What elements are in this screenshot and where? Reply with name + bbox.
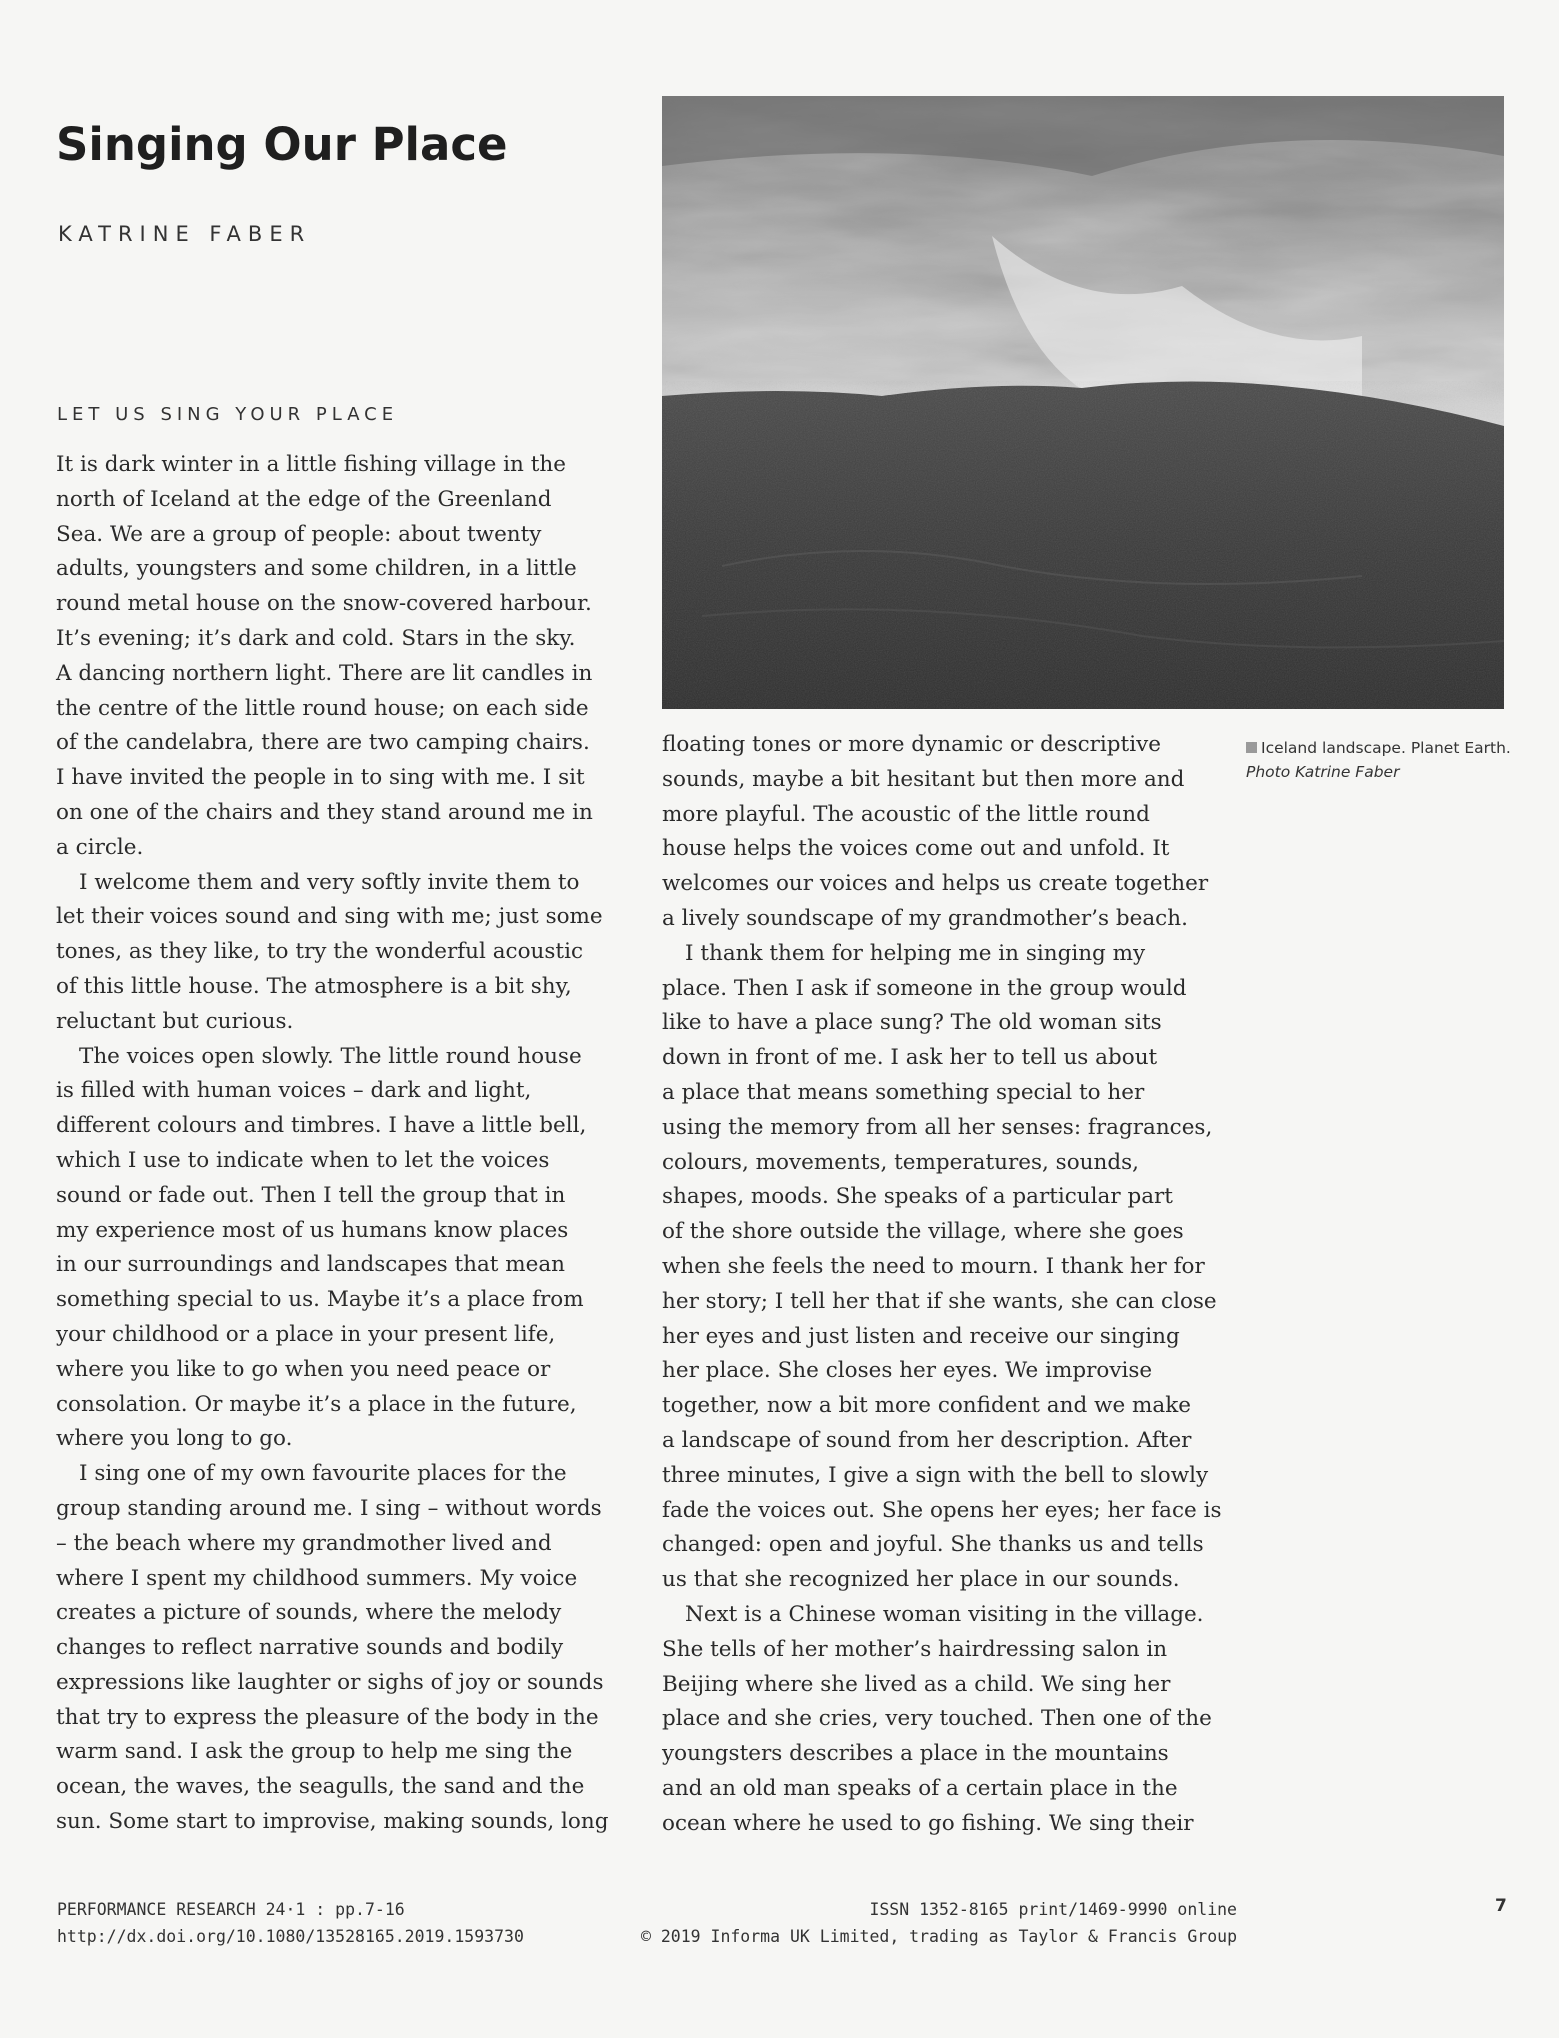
figure-caption xyxy=(1246,736,1516,784)
text-line: Next is a Chinese woman visiting in the village. xyxy=(685,1601,1204,1627)
issn-line: ISSN 1352-8165 print/1469-9990 online xyxy=(869,1900,1237,1919)
text-line: a circle. xyxy=(56,834,144,860)
text-line: down in front of me. I ask her to tell us about xyxy=(662,1045,1158,1071)
text-line: consolation. Or maybe it’s a place in the future, xyxy=(56,1391,577,1417)
text-line: I have invited the people in to sing with me. I sit xyxy=(56,765,585,791)
text-line: us that she recognized her place in our sounds. xyxy=(662,1567,1180,1593)
text-line: She tells of her mother’s hairdressing salon in xyxy=(662,1636,1168,1662)
text-line: of the shore outside the village, where she goes xyxy=(662,1219,1184,1245)
text-line: north of Iceland at the edge of the Greenland xyxy=(56,486,552,512)
text-line: changed: open and joyful. She thanks us and tells xyxy=(662,1532,1204,1558)
text-line: three minutes, I give a sign with the bell to slowly xyxy=(662,1462,1209,1488)
text-line: your childhood or a place in your present life, xyxy=(56,1321,556,1347)
text-line: something special to us. Maybe it’s a place from xyxy=(56,1287,584,1313)
text-line: shapes, moods. She speaks of a particular part xyxy=(662,1184,1173,1210)
text-line: It’s evening; it’s dark and cold. Stars in the sky. xyxy=(56,625,576,651)
caption-credit: Photo Katrine Faber xyxy=(1246,763,1400,781)
text-line: I sing one of my own favourite places for the xyxy=(79,1461,567,1487)
text-line: sun. Some start to improvise, making sounds, long xyxy=(56,1809,609,1835)
text-line: more playful. The acoustic of the little round xyxy=(662,801,1150,827)
text-line: tones, as they like, to try the wonderful acoustic xyxy=(56,939,583,965)
text-line: like to have a place sung? The old woman sits xyxy=(662,1010,1162,1036)
text-line: a place that means something special to her xyxy=(662,1079,1145,1105)
author-name: KATRINE FABER xyxy=(58,222,312,246)
left-text-column xyxy=(56,448,646,1840)
text-line: in our surroundings and landscapes that mean xyxy=(56,1252,566,1278)
text-line: let their voices sound and sing with me; just some xyxy=(56,904,603,930)
caption-text: Iceland landscape. Planet Earth. xyxy=(1261,739,1511,757)
text-line: welcomes our voices and helps us create together xyxy=(662,871,1209,897)
text-line: floating tones or more dynamic or descriptive xyxy=(662,732,1161,757)
text-line: of the candelabra, there are two camping chairs. xyxy=(56,730,590,756)
text-line: fade the voices out. She opens her eyes; her face is xyxy=(662,1497,1222,1523)
text-line: a landscape of sound from her description. After xyxy=(662,1427,1192,1453)
text-line: my experience most of us humans know places xyxy=(56,1217,569,1243)
text-line: creates a picture of sounds, where the melody xyxy=(56,1600,562,1626)
text-line: A dancing northern light. There are lit candles in xyxy=(56,660,593,686)
text-line: adults, youngsters and some children, in a little xyxy=(56,556,577,582)
text-line: together, now a bit more confident and we make xyxy=(662,1393,1191,1419)
text-line: I thank them for helping me in singing my xyxy=(685,940,1146,966)
paragraph xyxy=(56,866,646,1040)
text-line: place and she cries, very touched. Then one of the xyxy=(662,1706,1212,1732)
text-line: warm sand. I ask the group to help me sing the xyxy=(56,1739,573,1765)
section-heading: LET US SING YOUR PLACE xyxy=(57,404,399,425)
paragraph xyxy=(56,1457,646,1840)
text-line: changes to reflect narrative sounds and bodily xyxy=(56,1635,564,1661)
text-line: ocean, the waves, the seagulls, the sand and the xyxy=(56,1774,585,1800)
text-line: colours, movements, temperatures, sounds, xyxy=(662,1149,1139,1175)
paragraph xyxy=(662,728,1252,937)
text-line: different colours and timbres. I have a little bell, xyxy=(56,1113,587,1139)
text-line: where you long to go. xyxy=(56,1426,293,1452)
text-line: a lively soundscape of my grandmother’s beach. xyxy=(662,905,1188,931)
paragraph xyxy=(56,1040,646,1458)
doi-link[interactable]: http://dx.doi.org/10.1080/13528165.2019.1593730 xyxy=(57,1927,524,1946)
text-line: is filled with human voices – dark and light, xyxy=(56,1078,532,1104)
text-line: her story; I tell her that if she wants, she can close xyxy=(662,1288,1217,1314)
paragraph xyxy=(662,937,1252,1598)
text-line: where you like to go when you need peace or xyxy=(56,1356,551,1382)
text-line: reluctant but curious. xyxy=(56,1008,294,1034)
text-line: expressions like laughter or sighs of joy or sounds xyxy=(56,1669,604,1695)
copyright-line: © 2019 Informa UK Limited, trading as Taylor & Francis Group xyxy=(640,1927,1237,1946)
text-line: the centre of the little round house; on each side xyxy=(56,695,589,721)
text-line: It is dark winter in a little fishing village in the xyxy=(56,452,566,477)
text-line: and an old man speaks of a certain place in the xyxy=(662,1775,1178,1801)
text-line: I welcome them and very softly invite them to xyxy=(79,869,580,895)
footer-publisher xyxy=(641,1896,1237,1950)
text-line: when she feels the need to mourn. I thank her for xyxy=(662,1253,1205,1279)
text-line: her eyes and just listen and receive our singing xyxy=(662,1323,1180,1349)
paragraph xyxy=(56,448,646,866)
text-line: house helps the voices come out and unfold. It xyxy=(662,836,1170,862)
text-line: youngsters describes a place in the mountains xyxy=(662,1741,1169,1767)
text-line: group standing around me. I sing – without words xyxy=(56,1495,602,1521)
text-line: sounds, maybe a bit hesitant but then more and xyxy=(662,766,1185,792)
text-line: sound or fade out. Then I tell the group that in xyxy=(56,1182,566,1208)
article-title: Singing Our Place xyxy=(56,118,508,171)
middle-text-column xyxy=(662,728,1252,1842)
text-line: – the beach where my grandmother lived and xyxy=(56,1530,552,1556)
text-line: Sea. We are a group of people: about twenty xyxy=(56,521,542,547)
text-line: her place. She closes her eyes. We improvise xyxy=(662,1358,1153,1384)
landscape-photo xyxy=(662,96,1504,709)
text-line: on one of the chairs and they stand around me in xyxy=(56,799,593,825)
page-number: 7 xyxy=(1495,1896,1507,1916)
text-line: ocean where he used to go fishing. We sing their xyxy=(662,1810,1194,1836)
text-line: round metal house on the snow-covered harbour. xyxy=(56,591,592,617)
text-line: place. Then I ask if someone in the group would xyxy=(662,975,1187,1001)
footer-citation xyxy=(57,1896,524,1950)
text-line: using the memory from all her senses: fragrances, xyxy=(662,1114,1213,1140)
text-line: Beijing where she lived as a child. We sing her xyxy=(662,1671,1171,1697)
journal-citation: PERFORMANCE RESEARCH 24·1 : pp.7-16 xyxy=(57,1900,405,1919)
text-line: which I use to indicate when to let the voices xyxy=(56,1147,550,1173)
text-line: where I spent my childhood summers. My voice xyxy=(56,1565,578,1591)
text-line: that try to express the pleasure of the body in the xyxy=(56,1704,599,1730)
paragraph xyxy=(662,1598,1252,1842)
text-line: The voices open slowly. The little round house xyxy=(79,1043,582,1069)
text-line: of this little house. The atmosphere is a bit shy, xyxy=(56,973,572,999)
